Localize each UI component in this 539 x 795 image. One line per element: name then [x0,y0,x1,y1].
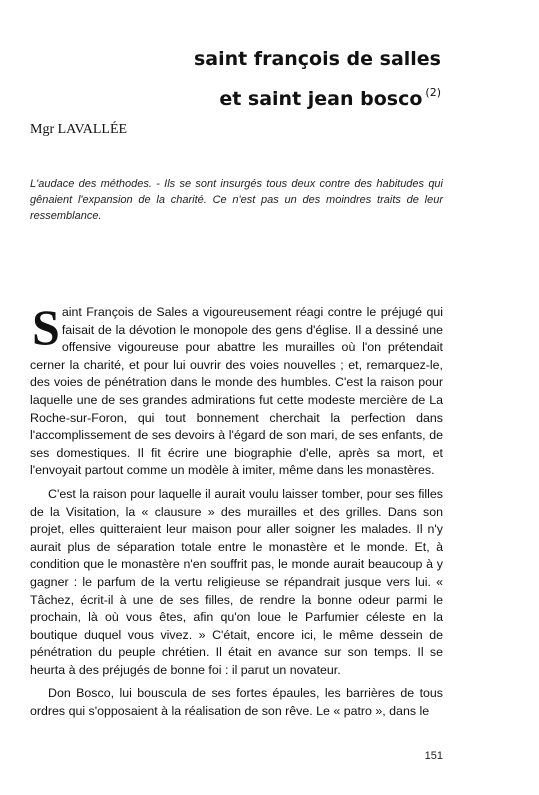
page-number: 151 [424,750,443,762]
paragraph-3: Don Bosco, lui bouscula de ses fortes épaules, les barrières de tous ordres qui s'opposaient à la réalisation de son rêve. Le « patro », dans le [30,686,443,719]
body-text [30,299,443,721]
paragraph-2: C'est la raison pour laquelle il aurait voulu laisser tomber, pour ses filles de la Visitation, la « clausure » des murailles et des grilles. Dans son projet, elles quitteraient leur maison pour aller soigner les malades. Il n'y aurait plus de séparation totale entre le monastère et le monde. Et, à condition que le monastère n'en souffrit pas, le monde aurait beaucoup à y gagner : le parfum de la vertu religieuse se répandrait jusque vers lui. « Tâchez, écrit-il à une de ses filles, de rendre la bonne odeur parmi le prochain, là où vous êtes, afin qu'on loue le Parfumier céleste en la boutique duquel vous vivez. » C'était, encore ici, le même dessein de pénétration du peuple chrétien. Il était en avance sur son temps. Il se heurta à des préjugés de bonne foi : il parut un novateur. [30,486,443,677]
author-name: Mgr LAVALLÉE [30,122,128,137]
title-line-1: saint françois de salles [193,48,441,70]
abstract: L'audace des méthodes. - Ils se sont insurgés tous deux contre des habitudes qui gênaient l'expansion de la charité. Ce n'est pas un des moindres traits de leur ressemblance. [30,178,443,222]
title-line-2 [194,76,441,116]
article-title [194,42,441,116]
paragraph-1-text: aint François de Sales a vigoureusement réagi contre le préjugé qui faisait de la dévotion le monopole des gens d'église. Il a dessiné une offensive vigoureuse pour abattre les murailles où l'on prétendait cerner la charité, et pour lui ouvrir des voies nouvelles ; et, remarquez-le, des voies de pénétration dans le monde des humbles. C'est la raison pour laquelle une de ses grandes admirations fut cette modeste mercière de La Roche-sur-Foron, qui tout bonnement cherchait la perfection dans l'accomplissement de ses devoirs à l'égard de son mari, de ses enfants, de ses domestiques. Il fit écrire une biographie d'elle, après sa mort, et l'envoyait partout comme un modèle à imiter, même dans les monastères. [30,305,443,478]
drop-cap: S [32,299,60,355]
title-line-2-text: et saint jean bosco [219,88,423,110]
paragraph-1 [30,299,443,480]
footnote-ref: (2) [425,86,441,99]
